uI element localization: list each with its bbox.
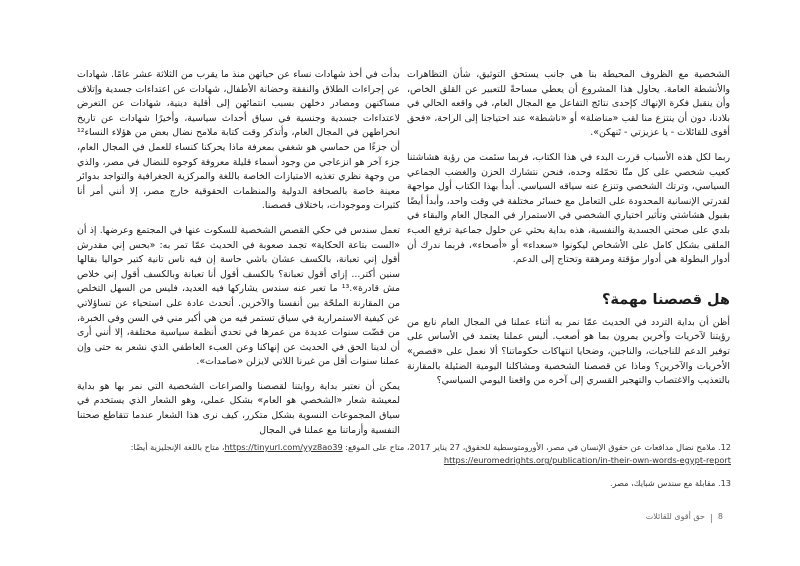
paragraph: بدأت في أخذ شهادات نساء عن حياتهن منذ ما يقرب من الثلاثة عشر عامًا. شهادات عن إجراءات الطلاق والنفقة وحضانة الأطفال، شهادات عن اعتداءات جسدية وإتلاف مساكنهن ومصادر دخلهن بسبب انتمائهن إلى أقلية دينية، شهادات عن التعرض لاعتداءات جسدية وجنسية في سياق أحداث سياسية، وأخيرًا شهادات عن تاريخ انخراطهن في المجال العام، وأتذكر وقت كتابة ملامح نضال بعض من هؤلاء النساء¹² أن جزءًا من حماسي هو شغفي بمعرفة ماذا يحركنا كنساء للعمل في المجال العام، جزء آخر هو انزعاجي من وجود أسماء قليلة معروفة كوجوه للنضال في مصر، والذي من وجهة نظري تغذيه الامتيازات الخاصة باللغة والمركزية الجغرافية والتواجد بدوائر معينة خاصة بالصحافة الدولية والمنظمات الحقوقية خارج مصر، إلا أنني أمر أنا كثيرات وموجودات، باختلاف قصصنا. xyxy=(77,69,400,212)
footnote-link[interactable]: https://euromedrights.org/publication/in-their-own-words-egypt-report xyxy=(443,455,731,465)
paragraph: أظن أن بداية التردد في الحديث عمّا نمر به أثناء عملنا في المجال العام نابع من رؤيتنا لآخريات وآخرين يمرون بما هو أصعب. أليس عملنا يعتمد في الأساس على توفير الدعم للناجيات، والناجين، وضحايا انتهاكات حكوماتنا؟ ألا نعمل على «قصص» الأخريات والآخرين؟ وماذا عن قصصنا الشخصية ومشاكلنا اليومية الضئيلة بالمقارنة بالتعذيب والاغتصاب والتهجير القسري إلى آخره من واقعنا اليومي السياسي؟ xyxy=(407,316,730,387)
footnote-12 xyxy=(77,441,731,467)
paragraph: تعمل سندس في حكي القصص الشخصية للسكوت عنها في المجتمع وعرضها. إذ أن «الست بتاعة الحكاية» تجمد صعوبة في الحديث عمّا تمر به: «بحس إني مقدرش أقول إني تعبانة، بالكسف عشان باشي حاسة إن فيه ناس تانية كتير حواليا بقالها سنين أكتر... إزاي أقول تعبانة؟ بالكسف أقول أنا تعبانة وبالكسف أقول إني خلاص مش قادرة».¹³ ما تعبر عنه سندس يشاركها فيه العديد، فليس من السهل التخلص من المقارنة الملحّة بين أنفسنا والآخرين. أتحدث عادة على استحياء عن تساؤلاتي عن كيفية الاستمرارية في سياق تستمر فيه من هي أكبر مني في السن وفي الخبرة، من قضّت سنوات عديدة من عمرها في تحدي أنظمة سياسية مختلفة، إلا أنني أرى أن لدينا الحق في الحديث عن إنهاكنا وعن العبء العاطفي الذي نشعر به حتى وإن عملنا سنوات أقل من غيرنا اللاتي لايزلن «صامدات». xyxy=(77,224,400,368)
paragraph: الشخصية مع الظروف المحيطة بنا هي جانب يستحق التوثيق، شأن التظاهرات والأنشطة العامة. يحاول هذا المشروع أن يعطي مساحةً للتعبير عن القلق الخاص، وأن ينقبل فكرة الإنهاك كإحدى نتائج التفاعل مع المجال العام، في واقعه الحالي في بلادنا، دون أن ينتزع منا لقب «مناضلة» أو «ناشطة» عند احتياجنا إلى الراحة، «فحق أقوى للقائلات - يا عزيزتي - تَنهكن». xyxy=(407,69,730,139)
right-column xyxy=(407,68,730,399)
page-number: 8 xyxy=(717,512,723,521)
footer-title: حق أقوى للقائلات xyxy=(645,512,705,521)
footnotes xyxy=(77,441,731,500)
left-column xyxy=(77,68,400,448)
footnote-13: 13. مقابلة مع سندس شبايك، مصر. xyxy=(609,478,731,488)
footnote-text: 12. ملامح نضال مدافعات عن حقوق الإنسان في مصر، الأورومتوسطية للحقوق، 27 يناير 2017، متاح على الموقع: xyxy=(342,442,731,452)
footnote-text: ، متاح باللغة الإنجليزية أيضًا: xyxy=(130,442,225,452)
paragraph: يمكن أن نعتبر بداية روايتنا لقصصنا والصراعات الشخصية التي نمر بها هو بداية لمعيشة شعار «الشخصي هو العام» بشكل عملي، وهو الشعار الذي يستخدم في سياق المجموعات النسوية بشكل متكرر، كيف نرى هذا الشعار عندما تتقاطع صحتنا النفسية وأزماتنا مع عملنا في المجال xyxy=(77,380,400,436)
footer-divider xyxy=(711,514,712,523)
page-footer xyxy=(0,512,800,526)
footnote-link[interactable]: https://tinyurl.com/yyz8ao39 xyxy=(224,442,343,452)
section-heading: هل قصصنا مهمة؟ xyxy=(601,291,730,308)
paragraph: ربما لكل هذه الأسباب قررت البدء في هذا الكتاب، فربما سئمت من رؤية هشاشتنا كعيب شخصي على كل منّا تحمّله وحده، فنحن نتشارك الحزن والغضب الجماعي السياسي، وترتك الشخصي وتنزع عنه سياقه السياسي. أبدأ بهذا الكتاب أول مواجهة لقدرتي الإنسانية المحدودة على التعامل مع خسائر مختلفة في وقت واحد، وأبدأ أيضًا بقبول هشاشتي وتأثير اختياري الشخصي في الاستمرار في المجال العام والبقاء في بلدي على صحتي الجسدية والنفسية، هذه بداية بحثي عن حلول جماعية ترفع العبء الملقى بشكل كامل على الأشخاص ليكونوا «سعداء» أو «أصحاء»، فربما ندرك أن أدوار البطولة هي أدوار مؤقتة ومرهقة وتحتاج إلى الدعم. xyxy=(407,151,730,266)
